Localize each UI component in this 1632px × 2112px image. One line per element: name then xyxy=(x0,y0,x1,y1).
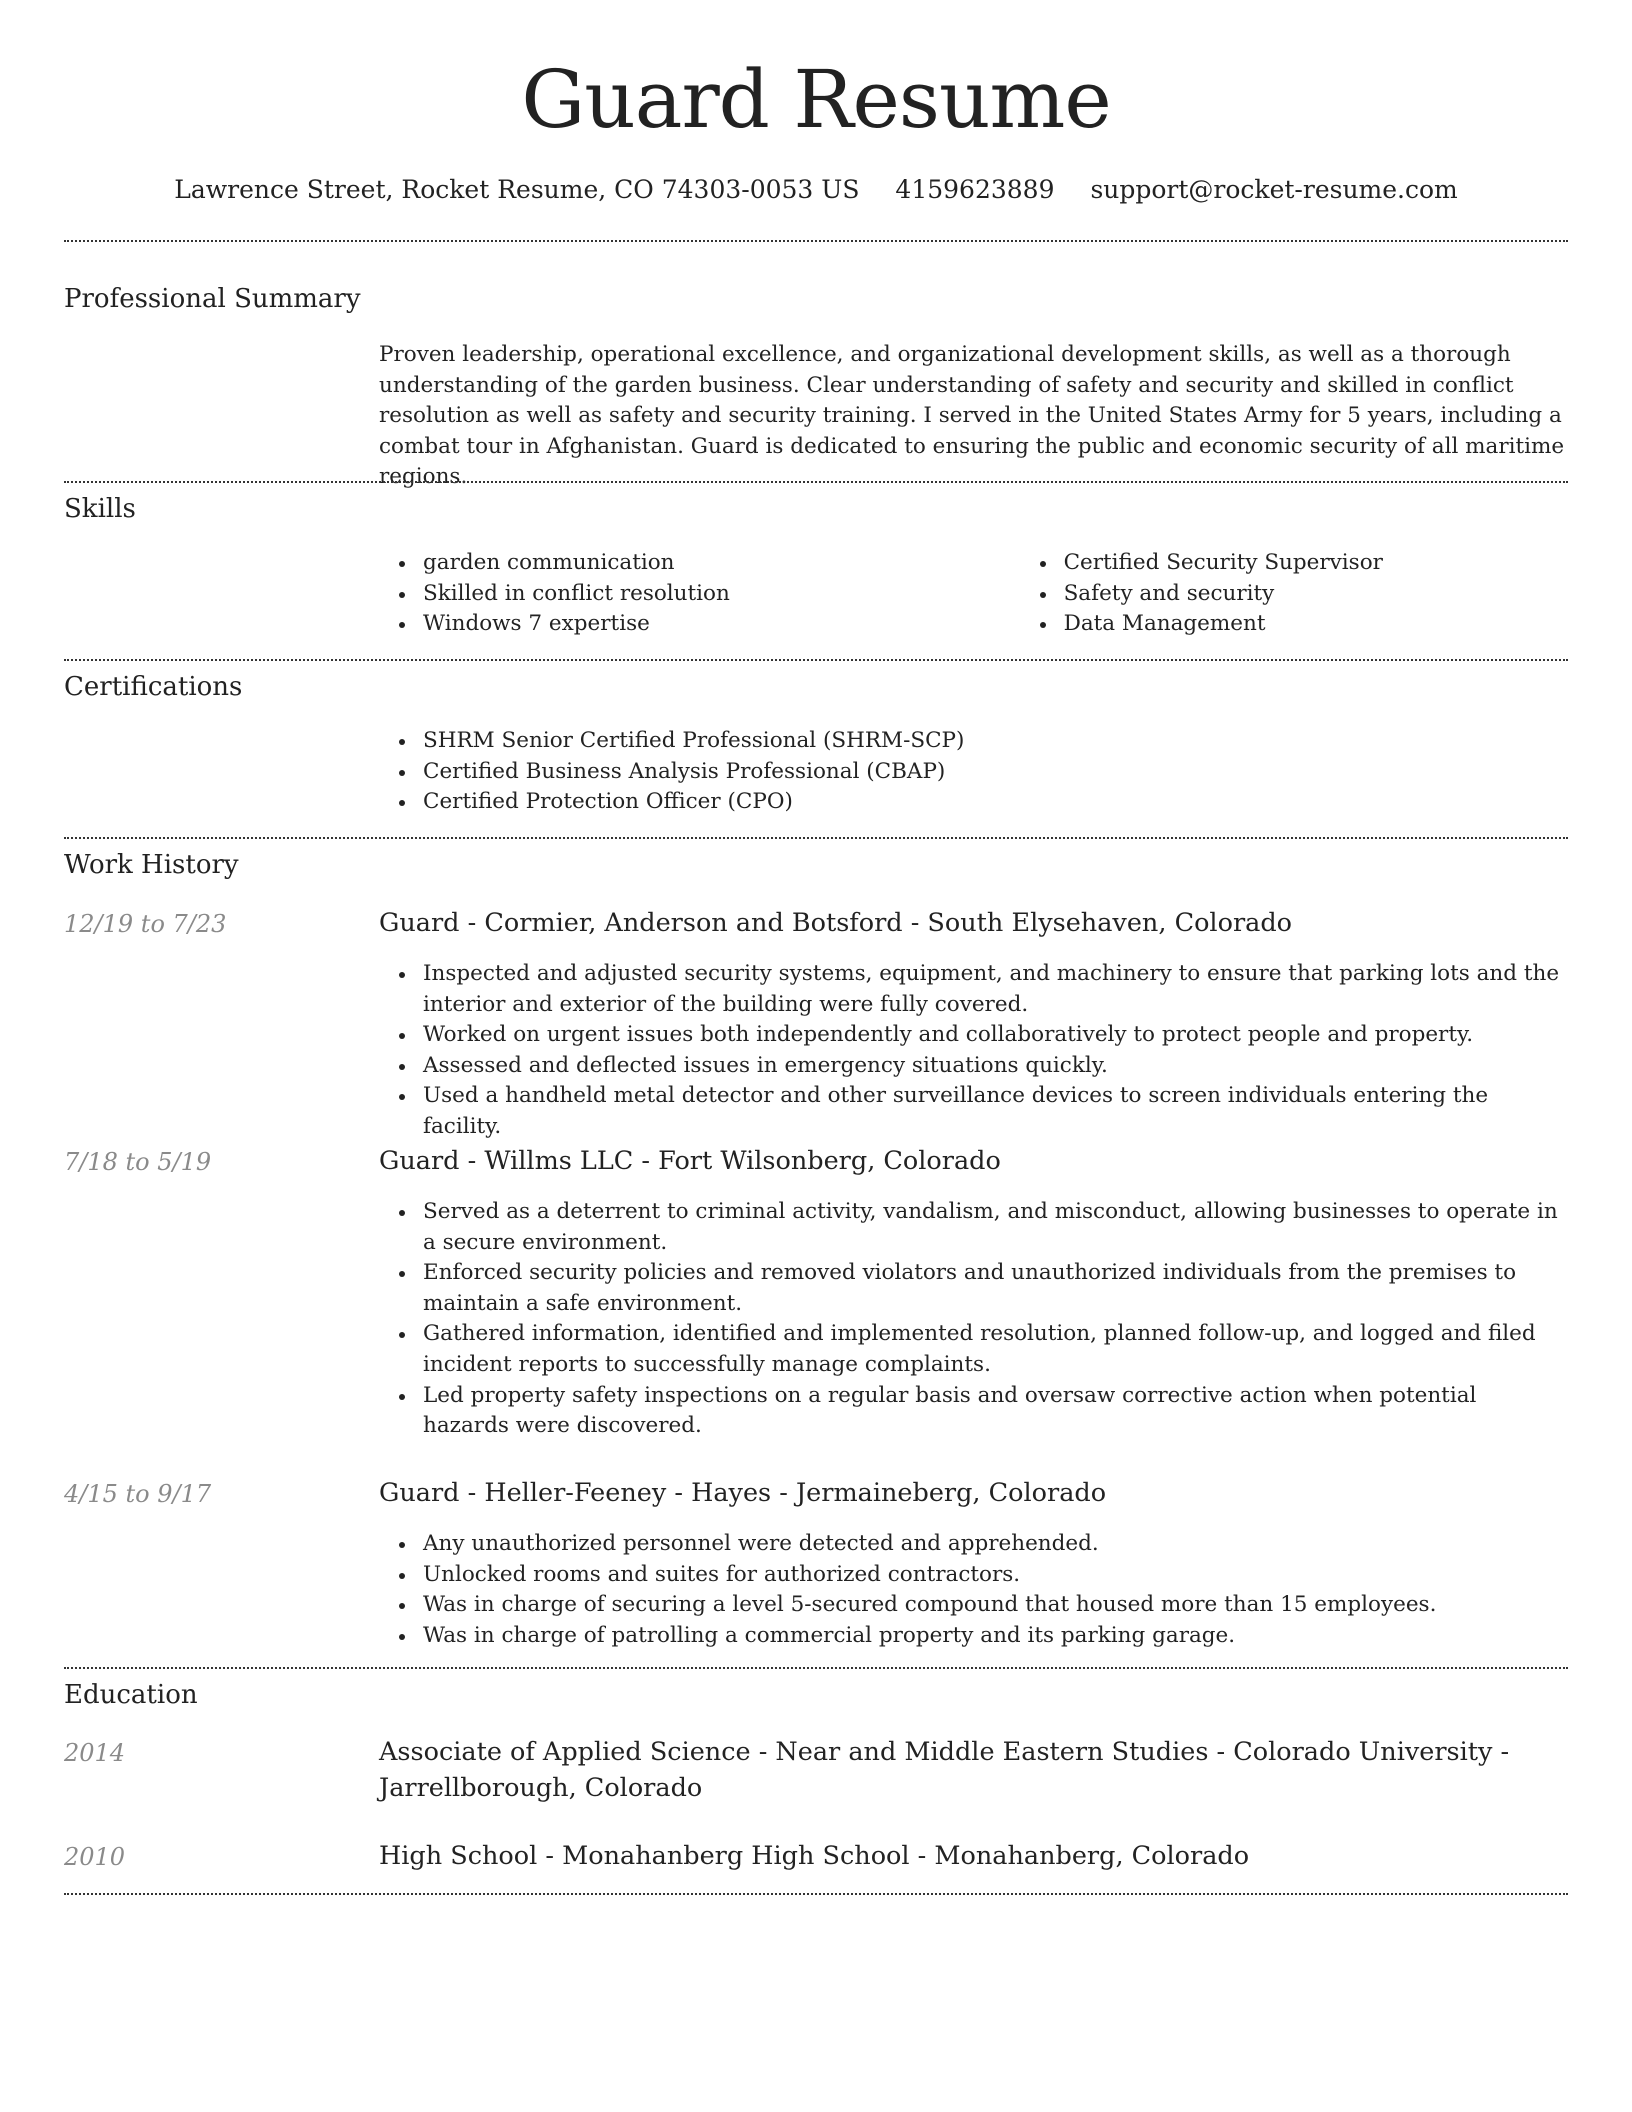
divider xyxy=(64,481,1568,483)
contact-phone: 4159623889 xyxy=(895,175,1055,204)
list-item: Assessed and deflected issues in emergency situations quickly. xyxy=(423,1051,1568,1082)
list-item: garden communication xyxy=(423,548,1020,579)
resume-header xyxy=(0,0,1632,206)
list-item: Worked on urgent issues both independently and collaboratively to protect people and property. xyxy=(423,1020,1568,1051)
list-item: Windows 7 expertise xyxy=(423,609,1020,640)
job-title: Guard - Cormier, Anderson and Botsford - South Elysehaven, Colorado xyxy=(379,908,1293,938)
certifications-list xyxy=(379,726,1568,818)
list-item: Data Management xyxy=(1064,609,1568,640)
list-item: Certified Protection Officer (CPO) xyxy=(423,787,1568,818)
list-item: Gathered information, identified and implemented resolution, planned follow-up, and logged and filed incident reports to successfully manage complaints. xyxy=(423,1319,1568,1380)
list-item: Unlocked rooms and suites for authorized contractors. xyxy=(423,1560,1568,1591)
certifications-list-wrap xyxy=(379,726,1568,818)
page-title: Guard Resume xyxy=(521,53,1111,146)
education-year: 2014 xyxy=(64,1739,126,1767)
divider xyxy=(64,1893,1568,1895)
divider xyxy=(64,240,1568,242)
list-item: SHRM Senior Certified Professional (SHRM-SCP) xyxy=(423,726,1568,757)
list-item: Skilled in conflict resolution xyxy=(423,579,1020,610)
job-bullets-wrap xyxy=(379,1529,1568,1651)
list-item: Inspected and adjusted security systems, equipment, and machinery to ensure that parking lots and the interior and exterior of the building were fully covered. xyxy=(423,959,1568,1020)
job-dates: 4/15 to 9/17 xyxy=(64,1480,212,1508)
contact-email: support@rocket-resume.com xyxy=(1090,175,1458,204)
section-heading-certifications: Certifications xyxy=(64,672,243,702)
skills-list-left xyxy=(379,548,1020,640)
list-item: Any unauthorized personnel were detected and apprehended. xyxy=(423,1529,1568,1560)
list-item: Was in charge of patrolling a commercial property and its parking garage. xyxy=(423,1621,1568,1652)
education-section xyxy=(64,1679,1568,1871)
list-item: Safety and security xyxy=(1064,579,1568,610)
summary-section xyxy=(64,283,1568,489)
skills-columns xyxy=(379,548,1568,640)
job-bullets-wrap xyxy=(379,1197,1568,1442)
job-bullets xyxy=(379,1197,1568,1442)
contact-address: Lawrence Street, Rocket Resume, CO 74303-0053 US xyxy=(174,175,860,204)
list-item: Enforced security policies and removed violators and unauthorized individuals from the premises to maintain a safe environment. xyxy=(423,1258,1568,1319)
education-year: 2010 xyxy=(64,1843,126,1871)
list-item: Certified Security Supervisor xyxy=(1064,548,1568,579)
contact-line xyxy=(0,174,1632,206)
job-bullets-wrap xyxy=(379,959,1568,1143)
certifications-section xyxy=(64,671,1568,815)
job-bullets xyxy=(379,959,1568,1143)
skills-list-right xyxy=(1020,548,1568,640)
job-dates: 7/18 to 5/19 xyxy=(64,1148,212,1176)
divider xyxy=(64,659,1568,661)
section-heading-education: Education xyxy=(64,1680,198,1710)
summary-text: Proven leadership, operational excellence, and organizational development skills, as well as a thorough understanding of the garden business. Clear understanding of safety and security and skilled in conflict resolution as well as safety and security training. I served in the United States Army for 5 years, including a combat tour in Afghanistan. Guard is dedicated to ensuring the public and economic security of all maritime regions. xyxy=(379,342,1565,489)
divider xyxy=(64,1667,1568,1669)
list-item: Was in charge of securing a level 5-secured compound that housed more than 15 employees. xyxy=(423,1590,1568,1621)
skills-section xyxy=(64,493,1568,637)
job-bullets xyxy=(379,1529,1568,1651)
list-item: Certified Business Analysis Professional (CBAP) xyxy=(423,757,1568,788)
work-section xyxy=(64,849,1568,1648)
section-heading-skills: Skills xyxy=(64,494,136,524)
section-heading-work: Work History xyxy=(64,850,239,880)
job-dates: 12/19 to 7/23 xyxy=(64,910,227,938)
list-item: Served as a deterrent to criminal activity, vandalism, and misconduct, allowing businesses to operate in a secure environment. xyxy=(423,1197,1568,1258)
job-title: Guard - Willms LLC - Fort Wilsonberg, Colorado xyxy=(379,1146,1001,1176)
list-item: Led property safety inspections on a regular basis and oversaw corrective action when potential hazards were discovered. xyxy=(423,1381,1568,1442)
divider xyxy=(64,837,1568,839)
job-title: Guard - Heller-Feeney - Hayes - Jermaineberg, Colorado xyxy=(379,1478,1107,1508)
education-entry: High School - Monahanberg High School - Monahanberg, Colorado xyxy=(379,1841,1250,1871)
section-heading-summary: Professional Summary xyxy=(64,284,361,314)
list-item: Used a handheld metal detector and other surveillance devices to screen individuals entering the facility. xyxy=(423,1081,1568,1142)
education-entry: Associate of Applied Science - Near and Middle Eastern Studies - Colorado University - Jarrellborough, Colorado xyxy=(379,1737,1510,1803)
